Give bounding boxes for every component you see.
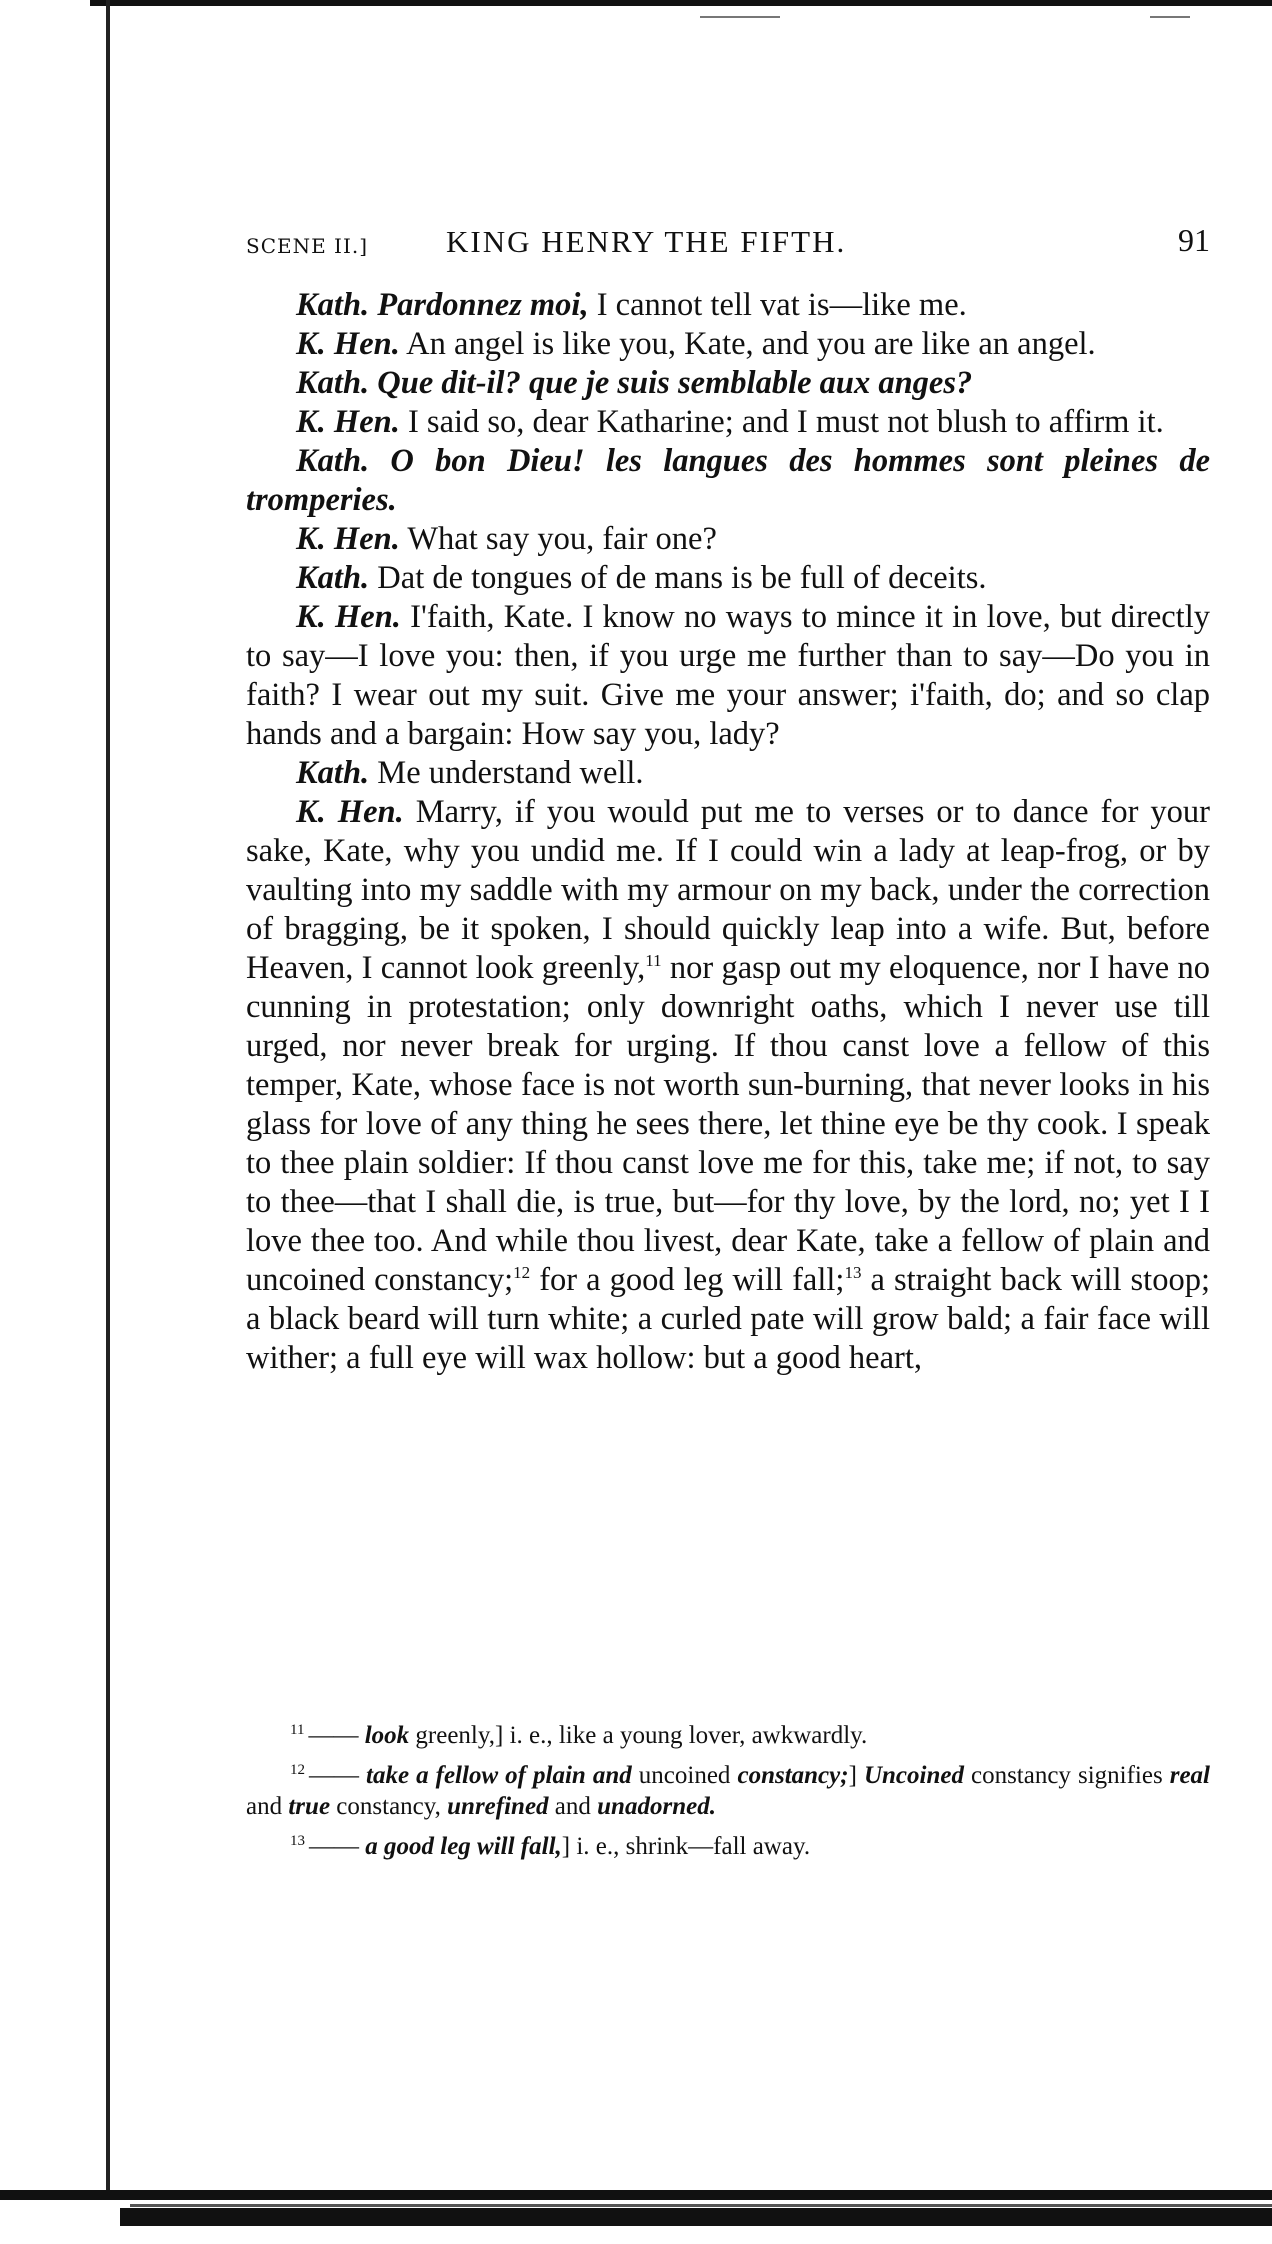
speaker-name: K. Hen. [296, 599, 401, 635]
page-number: 91 [1178, 222, 1210, 258]
top-dash-mark [700, 16, 780, 18]
speaker-name: Kath. [296, 365, 370, 401]
footnote-text: and [246, 1793, 289, 1820]
footnote-italic: unadorned. [597, 1793, 716, 1820]
speaker-name: K. Hen. [296, 521, 400, 557]
footnote-text: constancy signifies [963, 1762, 1170, 1789]
speech [246, 559, 1210, 598]
running-title: KING HENRY THE FIFTH. [446, 224, 847, 259]
footnote-text: uncoined [631, 1762, 738, 1789]
speech-text: An angel is like you, Kate, and you are like an angel. [399, 326, 1096, 362]
footnote-text: ] [848, 1762, 864, 1789]
footnote-text: and [548, 1793, 598, 1820]
speech [246, 403, 1210, 442]
footnote-italic: look [358, 1722, 410, 1749]
footnote-italic: unrefined [447, 1793, 549, 1820]
footnote-dash: —— [309, 1762, 359, 1789]
running-header [246, 222, 1210, 262]
footnote-ref[interactable]: 12 [513, 1263, 531, 1283]
speech-text: Me understand well. [369, 755, 644, 791]
footnote-text: ] i. e., shrink—fall away. [561, 1833, 811, 1860]
left-margin-rule [106, 0, 110, 2200]
speaker-name: K. Hen. [296, 794, 404, 830]
footnote-ref[interactable]: 11 [645, 951, 662, 971]
speaker-name: K. Hen. [296, 326, 400, 362]
footnote-text: constancy, [330, 1793, 448, 1820]
speech [246, 364, 1210, 403]
footnote-italic: take a fellow of plain and [359, 1762, 632, 1789]
footnote-number: 12 [290, 1761, 305, 1778]
bottom-rule [120, 2208, 1272, 2226]
bottom-rule [130, 2204, 1272, 2207]
top-border-rule [90, 0, 1272, 6]
footnotes [246, 1720, 1210, 1871]
footnote-ref[interactable]: 13 [844, 1263, 862, 1283]
speech-text: a straight back will stoop; a black beard will turn white; a curled pate will grow bald; a fair face will wither; a full eye will wax hollow: but a good heart, [246, 1262, 1210, 1376]
footnote [246, 1760, 1210, 1822]
french-line: Que dit-il? que je suis semblable aux anges? [377, 365, 973, 401]
speaker-name: K. Hen. [296, 404, 400, 440]
bottom-scan-border [0, 2182, 1272, 2244]
speech [246, 520, 1210, 559]
speech [246, 286, 1210, 325]
footnote-italic: true [288, 1793, 331, 1820]
footnote-number: 13 [290, 1832, 305, 1849]
footnote [246, 1720, 1210, 1751]
footnote-italic: a good leg will fall, [359, 1833, 562, 1860]
footnote-dash: —— [308, 1722, 359, 1749]
footnote-italic: real [1169, 1762, 1210, 1789]
speech [246, 442, 1210, 520]
speech-text: Marry, if you would put me to verses or to dance for your sake, Kate, why you undid me. If I could win a lady at leap-frog, or by vaulting into my saddle with my armour on my back, under the correction of bragging, be it spoken, I should quickly leap into a wife. But, before Heaven, I cannot look greenly, [246, 794, 1210, 986]
speaker-name: Kath. [296, 287, 370, 323]
footnote-italic: constancy; [737, 1762, 849, 1789]
footnote [246, 1831, 1210, 1862]
play-text [246, 286, 1210, 1378]
footnote-number: 11 [290, 1721, 305, 1738]
speech-text: I cannot tell vat is—like me. [588, 287, 967, 323]
speech [246, 598, 1210, 754]
speech-text: I said so, dear Katharine; and I must not blush to affirm it. [399, 404, 1164, 440]
footnote-text: greenly,] i. e., like a young lover, awkwardly. [409, 1722, 868, 1749]
speech-text: for a good leg will fall; [530, 1262, 845, 1298]
speaker-name: Kath. [296, 443, 370, 479]
scene-label: SCENE II.] [246, 234, 369, 258]
french-line: Pardonnez moi, [377, 287, 589, 323]
speech [246, 325, 1210, 364]
footnote-dash: —— [309, 1833, 359, 1860]
speaker-name: Kath. [296, 755, 370, 791]
speech [246, 754, 1210, 793]
speech-text: What say you, fair one? [399, 521, 717, 557]
speech-text: I'faith, Kate. I know no ways to mince it in love, but directly to say—I love you: then, if you urge me further than to say—Do you in faith? I wear out my suit. Give me your answer; i'faith, do; and so clap hands and a bargain: How say you, lady? [246, 599, 1210, 752]
french-line: O bon Dieu! les langues des hommes sont pleines de tromperies. [246, 443, 1211, 518]
speech-text: nor gasp out my eloquence, nor I have no cunning in protestation; only downright oaths, which I never use till urged, nor never break for urging. If thou canst love a fellow of this temper, Kate, whose face is not worth sun-burning, that never looks in his glass for love of any thing he sees there, let thine eye be thy cook. I speak to thee plain soldier: If thou canst love me for this, take me; if not, to say to thee—that I shall die, is true, but—for thy love, by the lord, no; yet I I love thee too. And while thou livest, dear Kate, take a fellow of plain and uncoined constancy; [246, 950, 1210, 1298]
top-dash-mark [1150, 16, 1190, 18]
speech-long [246, 793, 1210, 1378]
bottom-rule [0, 2190, 1272, 2200]
speaker-name: Kath. [296, 560, 370, 596]
footnote-italic: Uncoined [863, 1762, 964, 1789]
speech-text: Dat de tongues of de mans is be full of deceits. [369, 560, 987, 596]
